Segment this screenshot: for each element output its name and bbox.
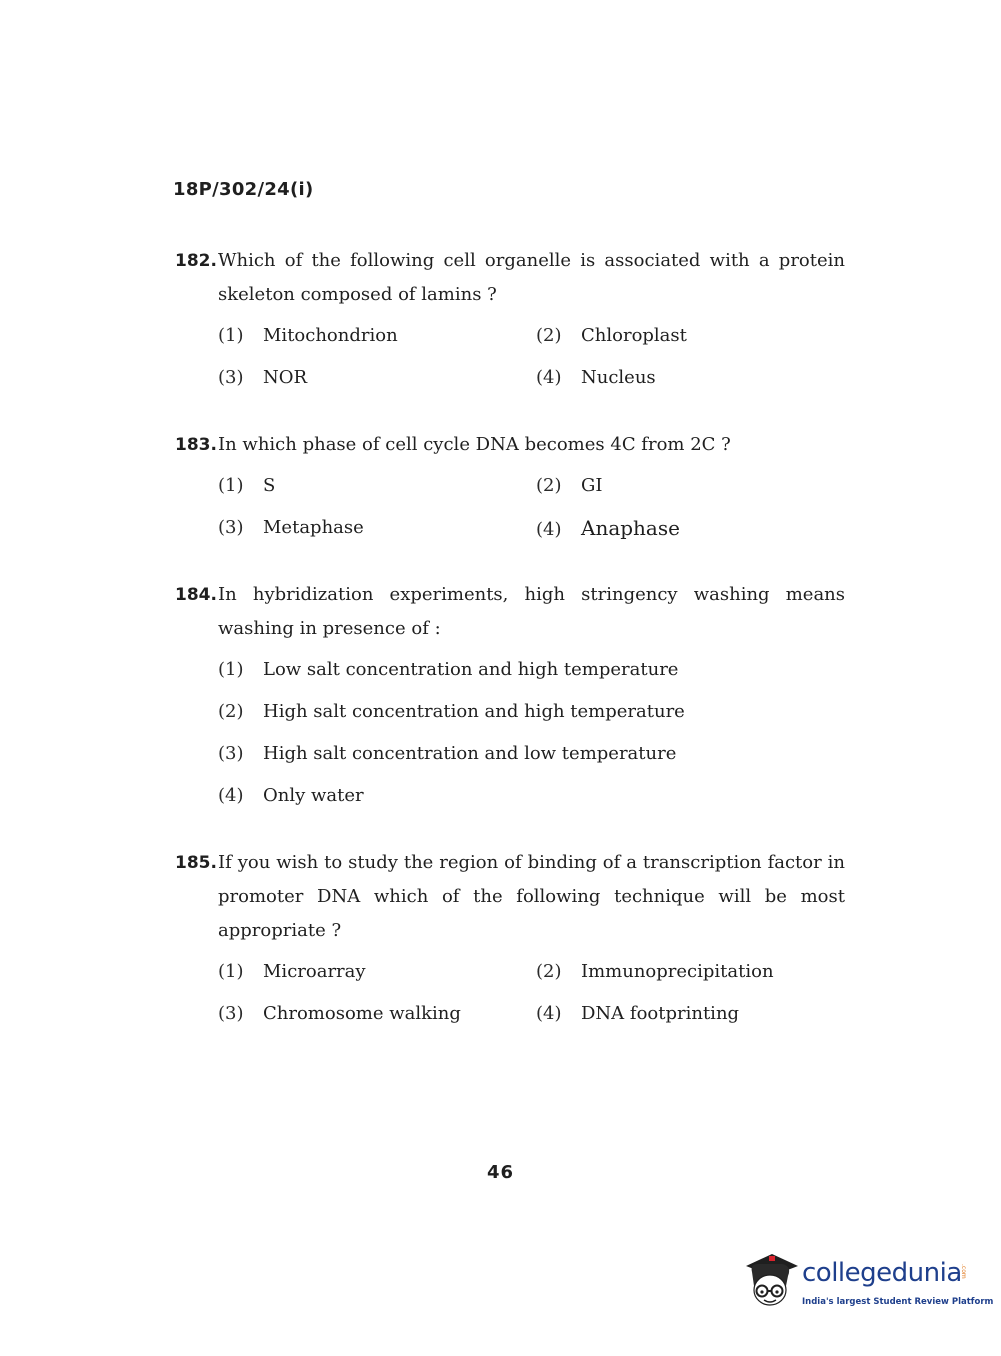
option-1 xyxy=(218,656,845,684)
option-number: (3) xyxy=(218,367,244,388)
options xyxy=(218,958,845,1028)
question-stem xyxy=(175,578,845,646)
mascot-logo-icon xyxy=(742,1250,800,1312)
option-4 xyxy=(536,1000,854,1028)
question-stem xyxy=(175,846,845,948)
option-number: (4) xyxy=(536,367,562,388)
option-text: Only water xyxy=(263,785,364,806)
options xyxy=(218,656,845,810)
option-1 xyxy=(218,472,536,500)
option-number: (1) xyxy=(218,325,244,346)
collegedunia-brand[interactable] xyxy=(742,1250,994,1320)
option-3 xyxy=(218,364,536,392)
option-number: (1) xyxy=(218,475,244,496)
option-text: DNA footprinting xyxy=(581,1003,740,1024)
option-2 xyxy=(218,698,845,726)
option-2 xyxy=(536,472,854,500)
option-text: Immunoprecipitation xyxy=(581,961,774,982)
option-1 xyxy=(218,958,536,986)
option-text: Mitochondrion xyxy=(263,325,398,346)
option-1 xyxy=(218,322,536,350)
option-text: Chloroplast xyxy=(581,325,687,346)
option-text: Low salt concentration and high temperature xyxy=(263,659,679,680)
option-number: (3) xyxy=(218,1003,244,1024)
option-number: (2) xyxy=(536,961,562,982)
question-stem xyxy=(175,244,845,312)
options xyxy=(218,322,845,392)
option-number: (1) xyxy=(218,961,244,982)
question-text: Which of the following cell organelle is associated with a protein skeleton composed of lamins ? xyxy=(218,250,845,305)
question-183 xyxy=(175,428,845,544)
paper-code: 18P/302/24(i) xyxy=(173,179,314,200)
question-stem xyxy=(175,428,845,462)
page-number: 46 xyxy=(486,1162,515,1183)
option-number: (2) xyxy=(218,701,244,722)
question-185 xyxy=(175,846,845,1028)
option-3 xyxy=(218,1000,536,1028)
question-text: In hybridization experiments, high stringency washing means washing in presence of : xyxy=(218,584,845,639)
brand-tagline: India's largest Student Review Platform xyxy=(802,1297,994,1307)
option-text: High salt concentration and high temperature xyxy=(263,701,685,722)
option-text: High salt concentration and low temperature xyxy=(263,743,677,764)
option-text: Nucleus xyxy=(581,367,656,388)
option-number: (2) xyxy=(536,325,562,346)
option-text: Anaphase xyxy=(581,516,680,540)
brand-name: collegedunia xyxy=(802,1258,962,1288)
option-number: (1) xyxy=(218,659,244,680)
question-number: 184. xyxy=(175,585,217,605)
option-text: Chromosome walking xyxy=(263,1003,461,1024)
option-4 xyxy=(536,364,854,392)
option-number: (4) xyxy=(536,519,562,540)
option-2 xyxy=(536,958,854,986)
option-text: S xyxy=(263,475,276,496)
options xyxy=(218,472,845,544)
option-text: NOR xyxy=(263,367,308,388)
question-text: If you wish to study the region of binding of a transcription factor in promoter DNA which of the following technique will be most appropriate ? xyxy=(218,852,845,941)
option-number: (3) xyxy=(218,517,244,538)
option-2 xyxy=(536,322,854,350)
option-number: (3) xyxy=(218,743,244,764)
question-184 xyxy=(175,578,845,810)
question-number: 182. xyxy=(175,251,217,271)
option-text: Microarray xyxy=(263,961,366,982)
option-number: (2) xyxy=(536,475,562,496)
option-3 xyxy=(218,740,845,768)
brand-tld: .com xyxy=(960,1264,967,1279)
option-number: (4) xyxy=(536,1003,562,1024)
question-182 xyxy=(175,244,845,392)
question-number: 185. xyxy=(175,853,217,873)
option-text: Metaphase xyxy=(263,517,364,538)
question-text: In which phase of cell cycle DNA becomes 4C from 2C ? xyxy=(218,434,731,455)
option-text: GI xyxy=(581,475,603,496)
option-3 xyxy=(218,514,536,544)
question-number: 183. xyxy=(175,435,217,455)
option-4 xyxy=(218,782,845,810)
option-4 xyxy=(536,514,854,544)
option-number: (4) xyxy=(218,785,244,806)
